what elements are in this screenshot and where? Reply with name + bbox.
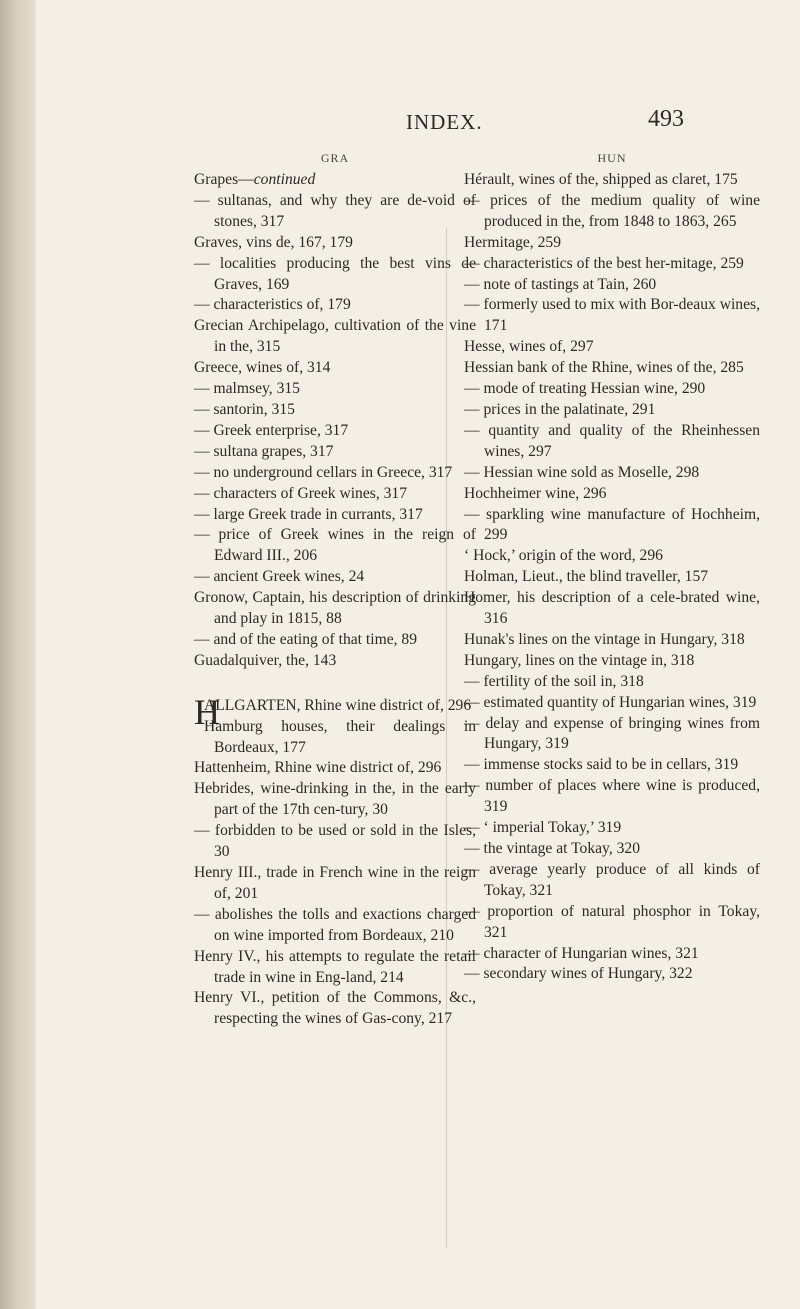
index-entry: Graves, vins de, 167, 179 xyxy=(194,233,353,251)
page-number: 493 xyxy=(648,106,684,132)
index-entry: Hochheimer wine, 296 xyxy=(464,484,607,502)
index-entry: Hérault, wines of the, shipped as claret, 175 xyxy=(464,171,738,188)
index-entry: Grecian Archipelago, cultivation of the vine in the, 315 xyxy=(194,317,476,356)
index-entry: — quantity and quality of the Rheinhessen wines, 297 xyxy=(464,421,760,460)
index-entry: Henry III., trade in French wine in the reign of, 201 xyxy=(194,864,476,902)
index-entry: — large Greek trade in currants, 317 xyxy=(194,505,423,523)
index-entry: — number of places where wine is produced, 319 xyxy=(464,777,760,816)
index-entry: — santorin, 315 xyxy=(194,400,295,418)
index-entry-dropcap xyxy=(194,691,476,732)
index-entry: — prices in the palatinate, 291 xyxy=(464,400,656,418)
section-gap xyxy=(194,672,476,696)
index-entry: — Hessian wine sold as Moselle, 298 xyxy=(464,463,700,481)
index-entry: Hermitage, 259 xyxy=(464,233,561,251)
right-column-heading: HUN xyxy=(597,151,627,165)
index-entry: — ancient Greek wines, 24 xyxy=(194,568,365,586)
index-entry: — prices of the medium quality of wine produced in the, from 1848 to 1863, 265 xyxy=(464,191,760,230)
index-entry: Homer, his description of a cele-brated wine, 316 xyxy=(464,589,760,628)
index-entry: Hamburg houses, their dealings in Bordeaux, 177 xyxy=(204,717,476,756)
index-entry xyxy=(194,170,476,191)
book-spine-shadow xyxy=(0,0,36,1309)
index-entry: — average yearly produce of all kinds of Tokay, 321 xyxy=(464,860,760,899)
index-entry: Hebrides, wine-drinking in the, in the early part of the 17th cen-tury, 30 xyxy=(194,780,476,819)
index-entry: — estimated quantity of Hungarian wines, 319 xyxy=(464,693,757,711)
continued-note: continued xyxy=(253,171,316,188)
index-entry: Hattenheim, Rhine wine district of, 296 xyxy=(194,759,442,777)
index-entry: — delay and expense of bringing wines from Hungary, 319 xyxy=(464,714,760,753)
index-entry: — fertility of the soil in, 318 xyxy=(464,672,644,690)
index-entry: — immense stocks said to be in cellars, 319 xyxy=(464,756,739,774)
index-entry: — localities producing the best vins de Graves, 169 xyxy=(194,254,476,293)
index-entry: Hessian bank of the Rhine, wines of the, 285 xyxy=(464,359,744,377)
index-entry: — abolishes the tolls and exactions charged on wine imported from Bordeaux, 210 xyxy=(194,905,476,944)
index-entry: — note of tastings at Tain, 260 xyxy=(464,275,657,293)
entry-head: Grapes xyxy=(194,171,239,188)
index-entry: ‘ Hock,’ origin of the word, 296 xyxy=(464,547,663,565)
running-title: INDEX. xyxy=(406,110,483,134)
index-entry: — secondary wines of Hungary, 322 xyxy=(464,965,693,983)
index-entry: — characteristics of, 179 xyxy=(194,296,351,314)
index-entry: — price of Greek wines in the reign of Edward III., 206 xyxy=(194,526,476,565)
index-entry: — proportion of natural phosphor in Tokay, 321 xyxy=(464,902,760,941)
right-column xyxy=(464,148,760,985)
index-entry: — formerly used to mix with Bor-deaux wines, 171 xyxy=(464,296,760,335)
index-entry: — the vintage at Tokay, 320 xyxy=(464,840,641,857)
index-entry: — characters of Greek wines, 317 xyxy=(194,484,408,502)
index-entry: — sparkling wine manufacture of Hochheim, 299 xyxy=(464,505,760,544)
index-entry: — sultanas, and why they are de-void of stones, 317 xyxy=(194,191,476,230)
entry-dash: — xyxy=(238,171,254,188)
index-entry: — forbidden to be used or sold in the Isles, 30 xyxy=(194,822,476,861)
index-entry: — Greek enterprise, 317 xyxy=(194,421,349,439)
drop-cap: H xyxy=(194,691,220,732)
index-entry: Guadalquiver, the, 143 xyxy=(194,651,337,669)
index-entry: — ‘ imperial Tokay,’ 319 xyxy=(464,819,622,837)
dropcap-entry-text: ALLGARTEN, Rhine wine district of, 296 xyxy=(204,696,472,714)
left-column xyxy=(194,148,476,1030)
index-entry: Gronow, Captain, his description of drinking and play in 1815, 88 xyxy=(194,589,476,628)
index-entry: Holman, Lieut., the blind traveller, 157 xyxy=(464,568,709,586)
index-entry: — and of the eating of that time, 89 xyxy=(194,630,418,648)
index-entry: — characteristics of the best her-mitage, 259 xyxy=(464,254,744,272)
index-entry: — no underground cellars in Greece, 317 xyxy=(194,463,453,481)
index-entry: — malmsey, 315 xyxy=(194,380,300,398)
index-entry: Hunak's lines on the vintage in Hungary, 318 xyxy=(464,630,745,648)
left-column-heading: GRA xyxy=(320,151,350,165)
index-entry: — sultana grapes, 317 xyxy=(194,442,334,460)
index-entry: Hesse, wines of, 297 xyxy=(464,338,594,356)
index-entry: — character of Hungarian wines, 321 xyxy=(464,944,699,962)
index-entry: Henry IV., his attempts to regulate the retail trade in wine in Eng-land, 214 xyxy=(194,947,476,986)
index-entry: Hungary, lines on the vintage in, 318 xyxy=(464,651,695,669)
index-entry: Henry VI., petition of the Commons, &c., respecting the wines of Gas-cony, 217 xyxy=(194,989,476,1028)
index-entry: Greece, wines of, 314 xyxy=(194,359,331,377)
index-entry: — mode of treating Hessian wine, 290 xyxy=(464,380,706,398)
index-page xyxy=(36,0,800,1309)
running-head xyxy=(36,104,800,134)
